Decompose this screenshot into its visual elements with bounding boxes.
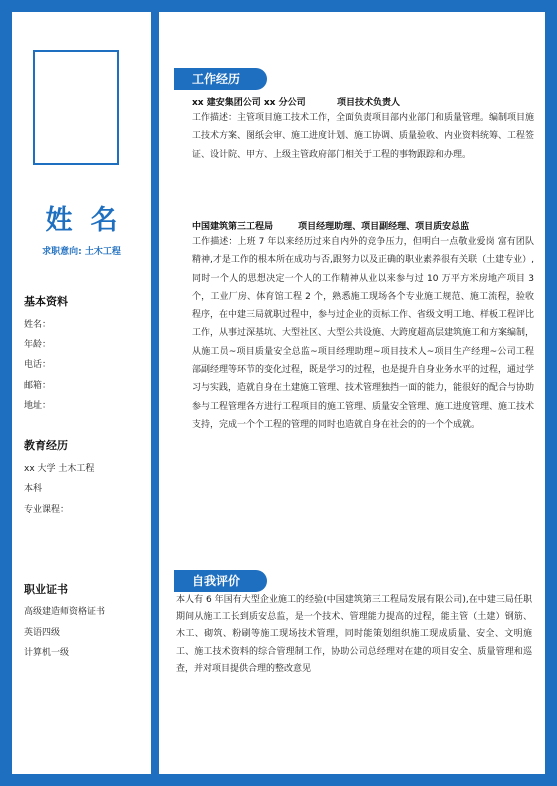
basic-info-title: 基本资料	[24, 295, 68, 308]
education-item: 专业课程：	[24, 505, 70, 515]
job2-description: 工作描述：上班 7 年以来经历过来自内外的竞争压力，但明白一点敬业爱岗 富有团队精神,才是工作的根本所在成功与否,跟努力以及正确的职业素养很有关联（土建专业）,同时一个人的思想决定一个人的工作精神从业以来参与过 10 万平方米房地产项目 3 个，工业厂房、体育馆工程 2 个，熟悉施工现场各个专业施工规范、施工流程，验收程序，在中建三局就职过程中，参与过企业的贡标工作、省级文明工地、样板工程评比工作，从事过深基坑、大型社区、大型公共设施、大跨度超高层建筑施工和方案编制，从施工员~项目质量安全总监~项目经理助理~项目技术人~项目生产经理~公司工程部副经理等环节的变化过程，既是学习的过程，也是提升自身业务水平的过程，通过学习与实践，造就自身在土建施工管理、技术管理独挡一面的能力，能很好的配合与协助参与工程管理各方进行工程项目的施工管理、质量安全管理、施工进度管理、施工技术支持，完成一个个工程的管理的同时也造就自身在社会的的一个个成就。	[192, 237, 535, 430]
self-evaluation-tag: 自我评价	[174, 570, 267, 592]
certificate-item: 计算机一级	[24, 648, 70, 658]
main-content	[159, 12, 545, 774]
job1-description: 工作描述：主管项目施工技术工作，全面负责项目部内业部门和质量管理。编制项目施工技术方案、图纸会审、施工进度计划、施工协调、质量验收、内业资料统筹、工程签证、设计院、甲方、上级主管政府部门相关于工程的事物跟踪和办理。	[192, 113, 535, 160]
basic-info-item: 邮箱：	[24, 381, 52, 391]
basic-info-item: 电话：	[24, 360, 52, 370]
job2-heading: 中国建筑第三工程局 项目经理助理、项目副经理、项目质安总监	[192, 222, 470, 232]
education-item: 本科	[24, 484, 43, 494]
left-sidebar	[12, 12, 151, 774]
photo-placeholder	[33, 50, 119, 165]
certificate-item: 英语四级	[24, 628, 61, 638]
education-item: xx 大学 土木工程	[24, 464, 95, 474]
self-evaluation-text: 本人有 6 年国有大型企业施工的经验(中国建筑第三工程局发展有限公司),在中建三局任职期间从施工工长到质安总监，是一个技术、管理能力提高的过程，能主管（土建）钢筋、木工、砌筑、粉刷等施工现场技术管理，同时能策划组织施工现成质量、安全、文明施工、施工技术资料的综合管理制工作，协助公司总经理对在建的项目安全、质量管理和巡查，并对项目提供合理的整改意见	[176, 595, 532, 674]
certificate-item: 高级建造师资格证书	[24, 607, 106, 617]
job1-heading: xx 建安集团公司 xx 分公司 项目技术负责人	[192, 98, 400, 108]
work-experience-tag: 工作经历	[174, 68, 267, 90]
job-intent: 求职意向: 土木工程	[42, 247, 121, 257]
basic-info-item: 姓名：	[24, 320, 52, 330]
education-title: 教育经历	[24, 439, 68, 452]
basic-info-item: 年龄：	[24, 340, 52, 350]
certificates-title: 职业证书	[24, 583, 68, 596]
basic-info-item: 地址：	[24, 401, 52, 411]
candidate-name: 姓名	[45, 205, 136, 236]
